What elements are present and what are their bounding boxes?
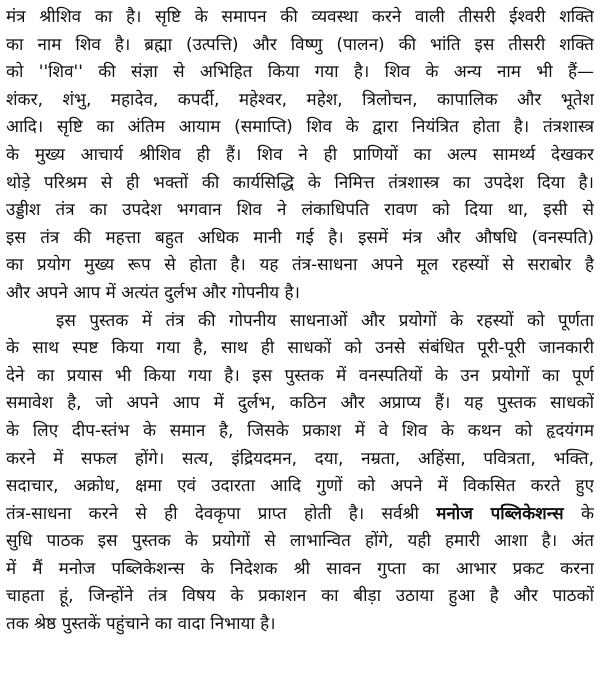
text-line: आदि। सृष्टि का अंतिम आयाम (समाप्ति) शिव के द्वारा नियंत्रित होता है। तंत्रशास्त्र <box>6 117 594 138</box>
text-line-with-publisher <box>6 501 594 529</box>
text-line: के साथ स्पष्ट किया गया है, साथ ही साधकों को उनसे संबंधित पूरी-पूरी जानकारी <box>6 338 594 359</box>
text-line: में मैं मनोज पब्लिकेशन्स के निदेशक श्री सावन गुप्ता का आभार प्रकट करना <box>6 558 594 579</box>
text-line: के मुख्य आचार्य श्रीशिव ही हैं। शिव ने ही प्राणियों का अल्प सामर्थ्य देखकर <box>6 144 594 165</box>
text-line: समावेश है, जो अपने आप में दुर्लभ, कठिन और अप्राप्य हैं। यह पुस्तक साधकों <box>6 393 594 414</box>
text-line: थोड़े परिश्रम से ही भक्तों की कार्यसिद्धि के निमित्त तंत्रशास्त्र का उपदेश दिया है। <box>6 172 594 193</box>
text-line: का नाम शिव है। ब्रह्मा (उत्पत्ति) और विष्णु (पालन) की भांति इस तीसरी शक्ति <box>6 34 594 55</box>
text-segment: के <box>563 503 594 524</box>
text-line: चाहता हूं, जिन्होंने तंत्र विषय के प्रकाशन का बीड़ा उठाया हुआ है और पाठकों <box>6 586 594 607</box>
text-line: और अपने आप में अत्यंत दुर्लभ और गोपनीय है। <box>6 282 300 303</box>
text-line: शंकर, शंभु, महादेव, कपर्दी, महेश्वर, महेश, त्रिलोचन, कापालिक और भूतेश <box>6 89 594 110</box>
text-line: इस पुस्तक में तंत्र की गोपनीय साधनाओं और प्रयोगों के रहस्यों को पूर्णता <box>56 310 594 331</box>
text-segment: तंत्र-साधना करने से ही देवकृपा प्राप्त होती है। सर्वश्री <box>6 503 437 524</box>
publisher-name: मनोज पब्लिकेशन्स <box>436 503 564 524</box>
text-line: मंत्र श्रीशिव का है। सृष्टि के समापन की व्यवस्था करने वाली तीसरी ईश्वरी शक्ति <box>6 7 594 27</box>
text-line: का प्रयोग मुख्य रूप से होता है। यह तंत्र-साधना अपने मूल रहस्यों से सराबोर है <box>6 255 594 276</box>
document-page <box>6 4 594 671</box>
text-line: सुधि पाठक इस पुस्तक के प्रयोगों से लाभान्वित होंगे, यही हमारी आशा है। अंत <box>6 531 594 552</box>
text-line: तक श्रेष्ठ पुस्तकें पहुंचाने का वादा निभाया है। <box>6 614 276 635</box>
text-line: उड्डीश तंत्र का उपदेश भगवान शिव ने लंकाधिपति रावण को दिया था, इसी से <box>6 200 594 221</box>
paragraph-book-purpose <box>6 308 594 639</box>
paragraph-shiva-intro <box>6 4 594 308</box>
text-line: सदाचार, अक्रोध, क्षमा एवं उदारता आदि गुणों को अपने में विकसित करते हुए <box>6 476 594 497</box>
text-line: के लिए दीप-स्तंभ के समान है, जिसके प्रकाश में वे शिव के कथन को हृदयंगम <box>6 420 594 441</box>
text-line: देने का प्रयास भी किया गया है। इस पुस्तक में वनस्पतियों के उन प्रयोगों का पूर्ण <box>6 365 594 386</box>
text-line: करने में सफल होंगे। सत्य, इंद्रियदमन, दया, नम्रता, अहिंसा, पवित्रता, भक्ति, <box>6 448 594 469</box>
text-line: इस तंत्र की महत्ता बहुत अधिक मानी गई है। इसमें मंत्र और औषधि (वनस्पति) <box>6 227 594 248</box>
text-line: को ''शिव'' की संज्ञा से अभिहित किया गया है। शिव के अन्य नाम भी हैं— <box>6 62 594 83</box>
